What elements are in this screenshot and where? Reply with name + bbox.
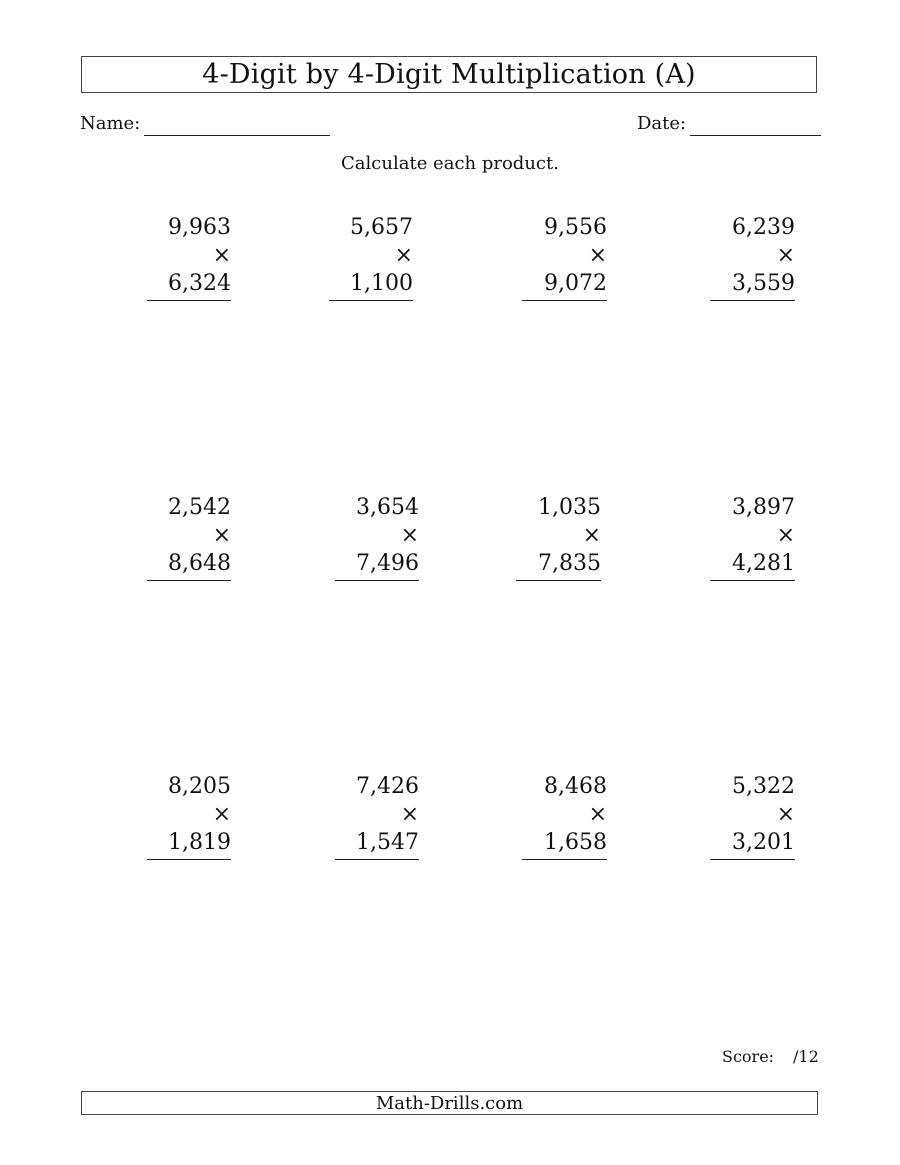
times-operator: × (776, 802, 795, 827)
times-operator: × (212, 523, 231, 548)
times-operator: × (394, 243, 413, 268)
times-operator: × (212, 243, 231, 268)
problem-2 (329, 214, 413, 301)
problem-3 (522, 214, 607, 301)
multiplicand: 5,322 (732, 774, 795, 799)
times-operator: × (776, 523, 795, 548)
answer-line[interactable] (710, 580, 795, 581)
problem-9 (147, 773, 231, 860)
multiplicand: 2,542 (168, 495, 231, 520)
answer-line[interactable] (147, 300, 231, 301)
multiplicand: 1,035 (538, 495, 601, 520)
answer-line[interactable] (522, 300, 607, 301)
multiplicand: 7,426 (356, 774, 419, 799)
answer-line[interactable] (522, 859, 607, 860)
answer-line[interactable] (147, 859, 231, 860)
answer-line[interactable] (516, 580, 601, 581)
multiplier: 8,648 (168, 551, 231, 576)
answer-line[interactable] (329, 300, 413, 301)
times-operator: × (588, 243, 607, 268)
multiplier: 1,547 (356, 830, 419, 855)
multiplier: 3,559 (732, 271, 795, 296)
times-operator: × (776, 243, 795, 268)
name-field[interactable] (144, 135, 330, 136)
times-operator: × (588, 802, 607, 827)
multiplicand: 5,657 (350, 215, 413, 240)
multiplicand: 9,556 (544, 215, 607, 240)
answer-line[interactable] (710, 300, 795, 301)
problem-5 (147, 494, 231, 581)
multiplier: 6,324 (168, 271, 231, 296)
multiplier: 1,658 (544, 830, 607, 855)
multiplier: 1,100 (350, 271, 413, 296)
answer-line[interactable] (335, 859, 419, 860)
problem-7 (516, 494, 601, 581)
problem-10 (335, 773, 419, 860)
multiplicand: 8,205 (168, 774, 231, 799)
problem-11 (522, 773, 607, 860)
worksheet-title: 4-Digit by 4-Digit Multiplication (A) (81, 56, 817, 93)
times-operator: × (212, 802, 231, 827)
instructions: Calculate each product. (341, 153, 559, 174)
problem-8 (710, 494, 795, 581)
answer-line[interactable] (335, 580, 419, 581)
multiplicand: 8,468 (544, 774, 607, 799)
problem-6 (335, 494, 419, 581)
multiplicand: 3,654 (356, 495, 419, 520)
score-total: /12 (793, 1047, 819, 1066)
multiplier: 1,819 (168, 830, 231, 855)
multiplier: 7,835 (538, 551, 601, 576)
multiplicand: 9,963 (168, 215, 231, 240)
multiplier: 7,496 (356, 551, 419, 576)
problem-4 (710, 214, 795, 301)
name-label: Name: (80, 113, 141, 134)
problem-1 (147, 214, 231, 301)
date-label: Date: (637, 113, 687, 134)
multiplicand: 6,239 (732, 215, 795, 240)
date-field[interactable] (690, 135, 821, 136)
footer-site-name: Math-Drills.com (81, 1091, 818, 1115)
times-operator: × (400, 802, 419, 827)
multiplier: 3,201 (732, 830, 795, 855)
multiplicand: 3,897 (732, 495, 795, 520)
answer-line[interactable] (147, 580, 231, 581)
multiplier: 4,281 (732, 551, 795, 576)
problem-12 (710, 773, 795, 860)
times-operator: × (582, 523, 601, 548)
score-label: Score: (722, 1047, 775, 1066)
multiplier: 9,072 (544, 271, 607, 296)
answer-line[interactable] (710, 859, 795, 860)
times-operator: × (400, 523, 419, 548)
